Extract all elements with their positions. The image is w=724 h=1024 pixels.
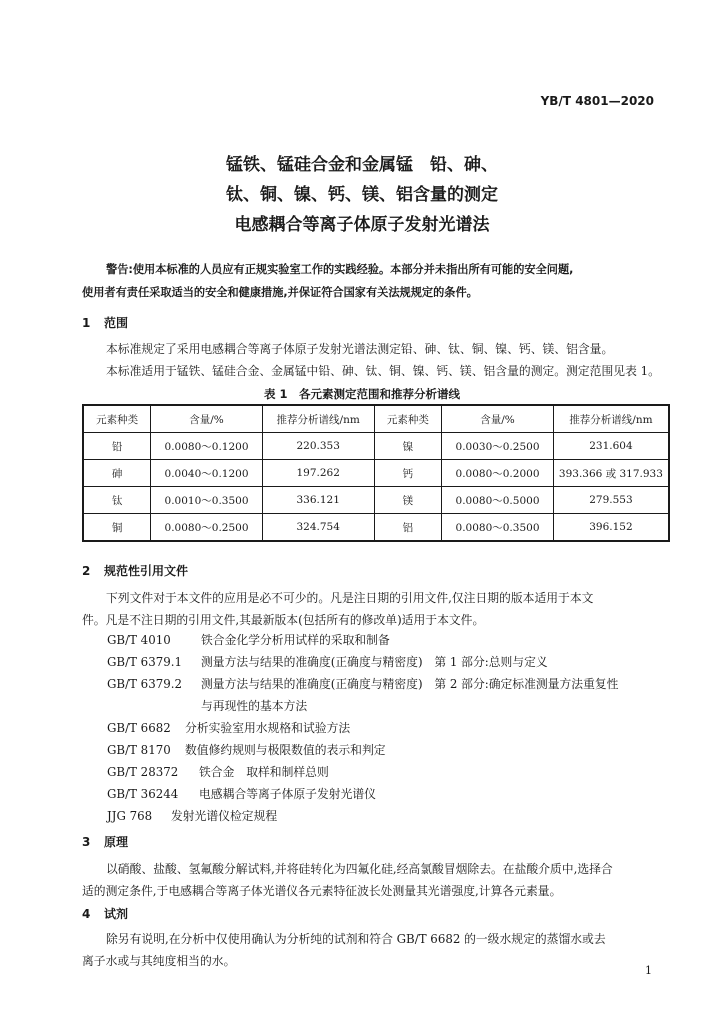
page-number: 1 xyxy=(645,964,652,977)
reference-title: 电感耦合等离子体原子发射光谱仪 xyxy=(199,787,376,801)
table-cell: 0.0080～0.2000 xyxy=(442,460,554,487)
table-cell: 钛 xyxy=(83,487,151,514)
reference-item xyxy=(107,631,390,648)
reference-item xyxy=(107,719,350,736)
table-row xyxy=(83,514,669,542)
reference-continuation: 与再现性的基本方法 xyxy=(201,699,308,713)
table-row xyxy=(83,460,669,487)
section-1-heading xyxy=(82,314,128,331)
reference-code: GB/T 4010 xyxy=(107,633,171,647)
table-cell: 220.353 xyxy=(262,433,374,460)
table-row xyxy=(83,487,669,514)
section-1-para-2: 本标准适用于锰铁、锰硅合金、金属锰中铅、砷、钛、铜、镍、钙、镁、铝含量的测定。测定范围见表 1。 xyxy=(106,364,660,378)
section-4-heading xyxy=(82,905,128,922)
section-4-line-1: 除另有说明,在分析中仅使用确认为分析纯的试剂和符合 GB/T 6682 的一级水规定的蒸馏水或去 xyxy=(106,932,606,946)
document-number: YB/T 4801—2020 xyxy=(540,94,654,108)
table-cell: 0.0080～0.3500 xyxy=(442,514,554,542)
table-header-cell: 含量/% xyxy=(442,405,554,433)
table-cell: 镍 xyxy=(374,433,442,460)
table-header-row xyxy=(83,405,669,433)
table-header-cell: 推荐分析谱线/nm xyxy=(262,405,374,433)
table-1 xyxy=(82,404,670,542)
section-4-line-2: 离子水或与其纯度相当的水。 xyxy=(82,954,236,968)
reference-title: 铁合金化学分析用试样的采取和制备 xyxy=(201,633,390,647)
section-title: 试剂 xyxy=(104,907,129,921)
section-title: 范围 xyxy=(104,316,129,330)
table-header-cell: 含量/% xyxy=(151,405,263,433)
table-cell: 396.152 xyxy=(553,514,669,542)
warning-line-1: 警告:使用本标准的人员应有正规实验室工作的实践经验。本部分并未指出所有可能的安全问题, xyxy=(106,263,574,276)
section-title: 规范性引用文件 xyxy=(104,564,189,578)
table-cell: 0.0080～0.2500 xyxy=(151,514,263,542)
section-number: 4 xyxy=(82,907,91,921)
table-cell: 324.754 xyxy=(262,514,374,542)
table-cell: 铝 xyxy=(374,514,442,542)
reference-title: 测量方法与结果的准确度(正确度与精密度) 第 1 部分:总则与定义 xyxy=(201,655,548,669)
section-3-heading xyxy=(82,833,128,850)
table-header-cell: 推荐分析谱线/nm xyxy=(553,405,669,433)
reference-title: 数值修约规则与极限数值的表示和判定 xyxy=(185,743,386,757)
title-line-1: 锰铁、锰硅合金和金属锰 铅、砷、 xyxy=(226,155,498,175)
reference-code: GB/T 36244 xyxy=(107,787,179,801)
table-cell: 0.0040～0.1200 xyxy=(151,460,263,487)
reference-item xyxy=(107,653,548,670)
table-cell: 0.0080～0.1200 xyxy=(151,433,263,460)
title-line-2: 钛、铜、镍、钙、镁、铝含量的测定 xyxy=(226,185,498,205)
reference-title: 发射光谱仪检定规程 xyxy=(171,809,278,823)
reference-code: GB/T 6379.2 xyxy=(107,677,182,691)
safety-warning xyxy=(82,258,660,304)
reference-item xyxy=(107,785,376,802)
reference-title: 测量方法与结果的准确度(正确度与精密度) 第 2 部分:确定标准测量方法重复性 xyxy=(201,677,619,691)
section-title: 原理 xyxy=(104,835,129,849)
section-2-intro-line-1: 下列文件对于本文件的应用是必不可少的。凡是注日期的引用文件,仅注日期的版本适用于本文 xyxy=(106,591,594,605)
reference-item xyxy=(107,675,618,692)
section-number: 3 xyxy=(82,835,91,849)
reference-code: GB/T 6682 xyxy=(107,721,171,735)
section-number: 2 xyxy=(82,564,91,578)
table-cell: 铅 xyxy=(83,433,151,460)
reference-code: JJG 768 xyxy=(107,809,153,823)
warning-line-2: 使用者有责任采取适当的安全和健康措施,并保证符合国家有关法规规定的条件。 xyxy=(82,286,478,299)
table-cell: 231.604 xyxy=(553,433,669,460)
table-cell: 砷 xyxy=(83,460,151,487)
table-cell: 钙 xyxy=(374,460,442,487)
reference-code: GB/T 8170 xyxy=(107,743,171,757)
reference-item xyxy=(107,741,386,758)
reference-code: GB/T 28372 xyxy=(107,765,179,779)
table-row xyxy=(83,433,669,460)
reference-item xyxy=(107,807,277,824)
section-2-intro-line-2: 件。凡是不注日期的引用文件,其最新版本(包括所有的修改单)适用于本文件。 xyxy=(82,613,485,627)
section-3-line-1: 以硝酸、盐酸、氢氟酸分解试料,并将硅转化为四氟化硅,经高氯酸冒烟除去。在盐酸介质中,选择合 xyxy=(106,862,613,876)
table-cell: 336.121 xyxy=(262,487,374,514)
section-3-line-2: 适的测定条件,于电感耦合等离子体光谱仪各元素特征波长处测量其光谱强度,计算各元素量。 xyxy=(82,884,562,898)
table-1-caption: 表 1 各元素测定范围和推荐分析谱线 xyxy=(263,387,460,401)
table-cell: 镁 xyxy=(374,487,442,514)
table-header-cell: 元素种类 xyxy=(374,405,442,433)
table-cell: 197.262 xyxy=(262,460,374,487)
reference-title: 分析实验室用水规格和试验方法 xyxy=(185,721,351,735)
table-cell: 279.553 xyxy=(553,487,669,514)
table-header-cell: 元素种类 xyxy=(83,405,151,433)
reference-title: 铁合金 取样和制样总则 xyxy=(199,765,329,779)
reference-code: GB/T 6379.1 xyxy=(107,655,182,669)
table-cell: 0.0030～0.2500 xyxy=(442,433,554,460)
reference-item xyxy=(107,763,329,780)
title-line-3: 电感耦合等离子体原子发射光谱法 xyxy=(234,215,490,235)
table-cell: 0.0010～0.3500 xyxy=(151,487,263,514)
section-2-heading xyxy=(82,562,188,579)
section-number: 1 xyxy=(82,316,91,330)
table-cell: 0.0080～0.5000 xyxy=(442,487,554,514)
section-1-para-1: 本标准规定了采用电感耦合等离子体原子发射光谱法测定铅、砷、钛、铜、镍、钙、镁、铝含量。 xyxy=(106,342,614,356)
table-cell: 铜 xyxy=(83,514,151,542)
table-cell: 393.366 或 317.933 xyxy=(553,460,669,487)
